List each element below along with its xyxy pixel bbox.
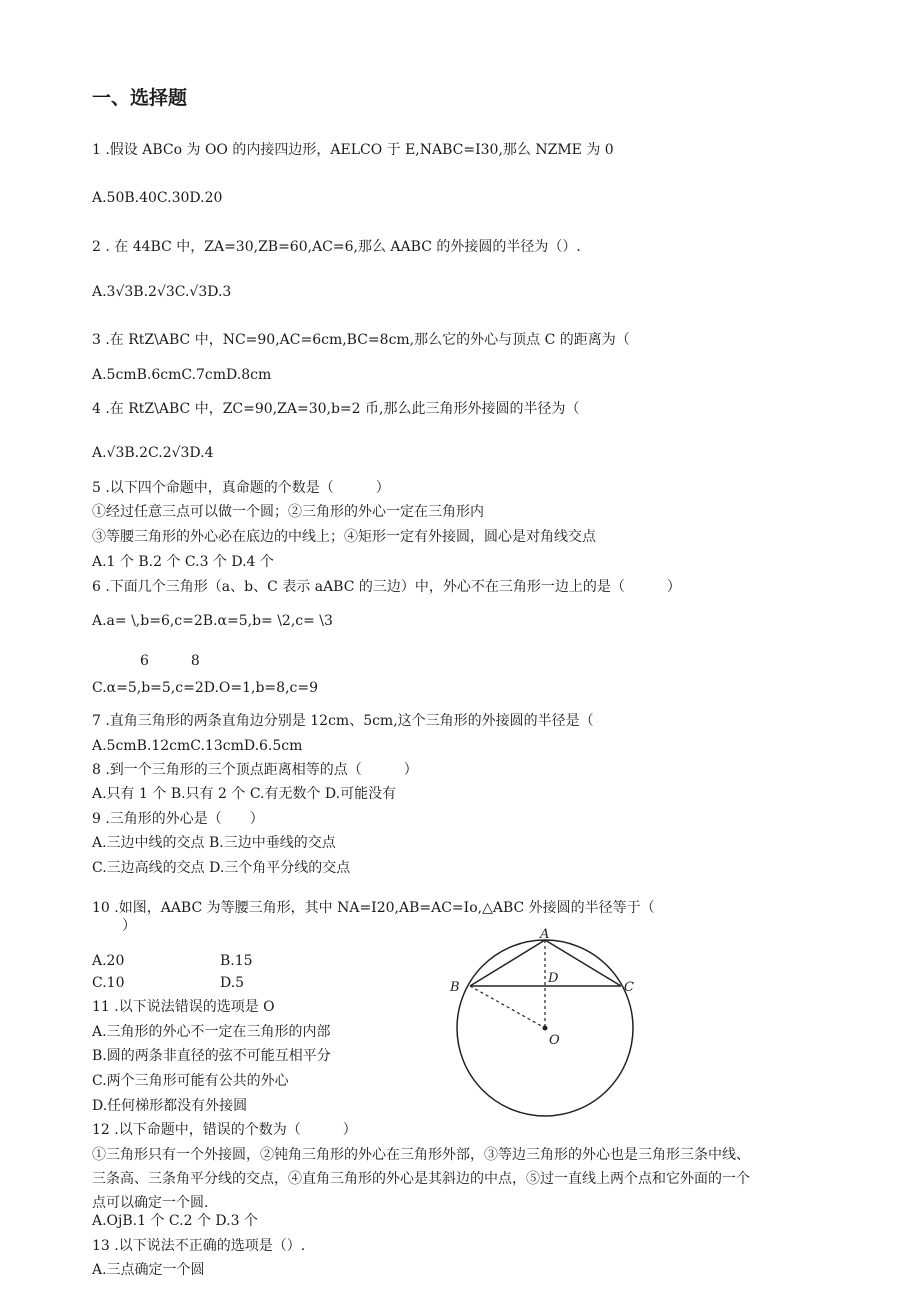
question-7: 7 .直角三角形的两条直角边分别是 12cm、5cm,这个三角形的外接圆的半径是（ bbox=[92, 713, 594, 729]
question-4: 4 .在 RtZ\ABC 中，ZC=90,ZA=30,b=2 币,那么此三角形外接圆的半径为（ bbox=[92, 401, 580, 417]
question-4-options: A.√3B.2C.2√3D.4 bbox=[92, 445, 214, 461]
question-10-option-c: C.10 bbox=[92, 975, 125, 991]
question-10-option-a: A.20 bbox=[92, 953, 125, 969]
circumcircle-figure bbox=[440, 920, 640, 1120]
question-13: 13 .以下说法不正确的选项是（）. bbox=[92, 1238, 306, 1254]
question-13-option-a: A.三点确定一个圆 bbox=[92, 1262, 205, 1278]
question-5: 5 .以下四个命题中，真命题的个数是（ ） bbox=[92, 480, 390, 496]
label-o: O bbox=[549, 1033, 560, 1048]
question-11-option-c: C.两个三角形可能有公共的外心 bbox=[92, 1073, 289, 1089]
question-9: 9 .三角形的外心是（ ） bbox=[92, 811, 264, 827]
question-6-fraction-denominators: 6 8 bbox=[140, 653, 200, 669]
question-5-statement-2: ③等腰三角形的外心必在底边的中线上；④矩形一定有外接圆，圆心是对角线交点 bbox=[92, 529, 596, 545]
question-12-statement-1: ①三角形只有一个外接圆，②钝角三角形的外心在三角形外部，③等边三角形的外心也是三角形三条中线、 bbox=[92, 1147, 750, 1163]
label-c: C bbox=[624, 980, 634, 995]
label-b: B bbox=[450, 980, 460, 995]
question-10-option-b: B.15 bbox=[220, 953, 253, 969]
question-6-options-1: A.a= \,b=6,c=2B.α=5,b= \2,c= \3 bbox=[92, 613, 333, 629]
question-12-statement-2: 三条高、三条角平分线的交点，④直角三角形的外心是其斜边的中点，⑤过一直线上两个点和它外面的一个 bbox=[92, 1171, 750, 1187]
question-5-statement-1: ①经过任意三点可以做一个圆；②三角形的外心一定在三角形内 bbox=[92, 504, 484, 520]
question-11-option-d: D.任何梯形都没有外接圆 bbox=[92, 1098, 248, 1114]
question-8: 8 .到一个三角形的三个顶点距离相等的点（ ） bbox=[92, 762, 418, 778]
label-d: D bbox=[548, 971, 559, 986]
question-3: 3 .在 RtZ\ABC 中，NC=90,AC=6cm,BC=8cm,那么它的外心与顶点 C 的距离为（ bbox=[92, 332, 630, 348]
question-6: 6 .下面几个三角形（a、b、C 表示 aABC 的三边）中，外心不在三角形一边上的是（ ） bbox=[92, 579, 681, 595]
label-a: A bbox=[540, 927, 550, 942]
question-11-option-b: B.圆的两条非直径的弦不可能互相平分 bbox=[92, 1048, 331, 1064]
question-10-paren: ） bbox=[122, 918, 136, 934]
question-2-options: A.3√3B.2√3C.√3D.3 bbox=[92, 284, 232, 300]
segment-ab bbox=[470, 940, 545, 986]
question-12-options: A.OjB.1 个 C.2 个 D.3 个 bbox=[92, 1213, 258, 1229]
section-title: 一、选择题 bbox=[92, 87, 188, 109]
question-6-options-2: C.α=5,b=5,c=2D.O=1,b=8,c=9 bbox=[92, 680, 319, 696]
question-1: 1 .假设 ABCo 为 OO 的内接四边形，AELCO 于 E,NABC=I30,那么 NZME 为 0 bbox=[92, 142, 614, 158]
question-8-options: A.只有 1 个 B.只有 2 个 C.有无数个 D.可能没有 bbox=[92, 786, 397, 802]
question-12-statement-3: 点可以确定一个圆. bbox=[92, 1195, 209, 1211]
question-11: 11 .以下说法错误的选项是 O bbox=[92, 999, 275, 1015]
question-12: 12 .以下命题中，错误的个数为（ ） bbox=[92, 1122, 357, 1138]
question-9-option-2: C.三边高线的交点 D.三个角平分线的交点 bbox=[92, 860, 351, 876]
question-11-option-a: A.三角形的外心不一定在三角形的内部 bbox=[92, 1024, 331, 1040]
question-10-option-d: D.5 bbox=[220, 975, 245, 991]
question-3-options: A.5cmB.6cmC.7cmD.8cm bbox=[92, 367, 272, 383]
question-5-options: A.1 个 B.2 个 C.3 个 D.4 个 bbox=[92, 554, 274, 570]
center-point-o bbox=[543, 1026, 548, 1031]
question-2: 2 . 在 44BC 中，ZA=30,ZB=60,AC=6,那么 AABC 的外接圆的半径为（）. bbox=[92, 239, 581, 255]
question-10: 10 .如图，AABC 为等腰三角形，其中 NA=I20,AB=AC=Io,△ABC 外接圆的半径等于（ bbox=[92, 900, 655, 916]
segment-bo-dashed bbox=[470, 986, 545, 1028]
question-1-options: A.50B.40C.30D.20 bbox=[92, 190, 223, 206]
question-7-options: A.5cmB.12cmC.13cmD.6.5cm bbox=[92, 738, 303, 754]
question-9-option-1: A.三边中线的交点 B.三边中垂线的交点 bbox=[92, 835, 336, 851]
